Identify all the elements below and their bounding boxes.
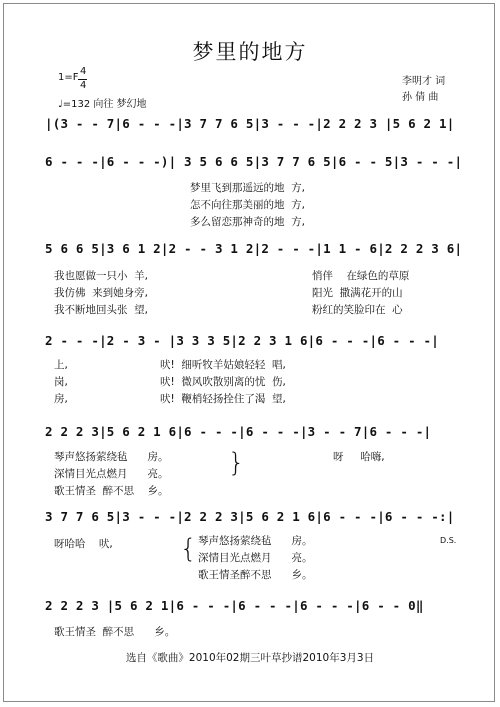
lyric-line: 歌王情圣 醉不思 乡。 xyxy=(54,626,176,638)
time-signature-top: 4 xyxy=(80,66,87,77)
lyric-line: 多么留恋那神奇的地 方, xyxy=(190,216,306,228)
lyric-line: 我仿佛 来到她身旁, xyxy=(54,287,149,299)
lyric-line: 岗, xyxy=(54,376,68,388)
source-footer: 选自《歌曲》2010年02期三叶草抄谱2010年3月3日 xyxy=(125,652,375,664)
tempo-marking: ♩=132 向往 梦幻地 xyxy=(58,99,147,110)
lyric-line: 我也愿做一只小 羊, xyxy=(54,270,149,282)
lyric-line: 阳光 撒满花开的山 xyxy=(312,287,403,299)
dal-segno-mark: D.S. xyxy=(440,536,457,545)
notation-row-2: 6 - - -|6 - - -)| 3 5 6 6 5|3 7 7 6 5|6 - - 5|3 - - -| xyxy=(45,154,463,169)
lyric-line: 琴声悠扬萦绕毡 房。 xyxy=(198,535,313,547)
notation-row-5: 2 2 2 3|5 6 2 1 6|6 - - -|6 - - -|3 - - 7|6 - - -| xyxy=(45,424,432,439)
lyric-line: 房, xyxy=(54,393,68,405)
lyric-line: 我不断地回头张 望, xyxy=(54,304,149,316)
lyric-line: 怎不向往那美丽的地 方, xyxy=(190,199,306,211)
lyric-line: 深情目光点燃月 亮。 xyxy=(198,552,313,564)
notation-row-6: 3 7 7 6 5|3 - - -|2 2 2 3|5 6 2 1 6|6 - - -|6 - - -:| xyxy=(45,509,455,524)
lyric-line: 吠! 微风吹散别离的忧 伤, xyxy=(160,376,286,388)
verse-brace: } xyxy=(228,448,245,478)
lyric-line: 琴声悠扬萦绕毡 房。 xyxy=(54,451,169,463)
verse-brace: { xyxy=(180,534,197,564)
lyric-line: 呀 哈嗨, xyxy=(333,451,385,463)
lyric-line: 歌王情圣醉不思 乡。 xyxy=(198,569,313,581)
notation-row-3: 5 6 6 5|3 6 1 2|2 - - 3 1 2|2 - - -|1 1 - 6|2 2 2 3 6| xyxy=(45,241,463,256)
notation-row-7: 2 2 2 3 |5 6 2 1|6 - - -|6 - - -|6 - - -|6 - - 0‖ xyxy=(45,598,424,613)
song-title: 梦里的地方 xyxy=(192,40,308,64)
lyric-line: 悄伴 在绿色的草原 xyxy=(312,270,410,282)
time-signature-bottom: 4 xyxy=(80,80,87,91)
lyric-line: 深情目光点燃月 亮。 xyxy=(54,468,169,480)
lyricist-credit: 李明才 词 xyxy=(402,76,446,87)
lyric-line: 梦里飞到那遥远的地 方, xyxy=(190,182,306,194)
composer-credit: 孙 倩 曲 xyxy=(402,92,439,103)
notation-row-1: |(3 - - 7|6 - - -|3 7 7 6 5|3 - - -|2 2 2 3 |5 6 2 1| xyxy=(45,116,455,131)
lyric-line: 呀哈哈 吠, xyxy=(54,538,113,550)
lyric-line: 吠! 细听牧羊姑娘轻轻 唱, xyxy=(160,359,286,371)
lyric-line: 吠! 鞭梢轻扬拴住了渴 望, xyxy=(160,393,286,405)
lyric-line: 上, xyxy=(54,359,68,371)
key-signature: 1=F xyxy=(58,72,79,83)
notation-row-4: 2 - - -|2 - 3 - |3 3 3 5|2 2 3 1 6|6 - - -|6 - - -| xyxy=(45,333,440,348)
time-signature-line xyxy=(78,79,87,80)
lyric-line: 粉红的笑脸印在 心 xyxy=(312,304,403,316)
lyric-line: 歌王情圣 醉不思 乡。 xyxy=(54,485,169,497)
